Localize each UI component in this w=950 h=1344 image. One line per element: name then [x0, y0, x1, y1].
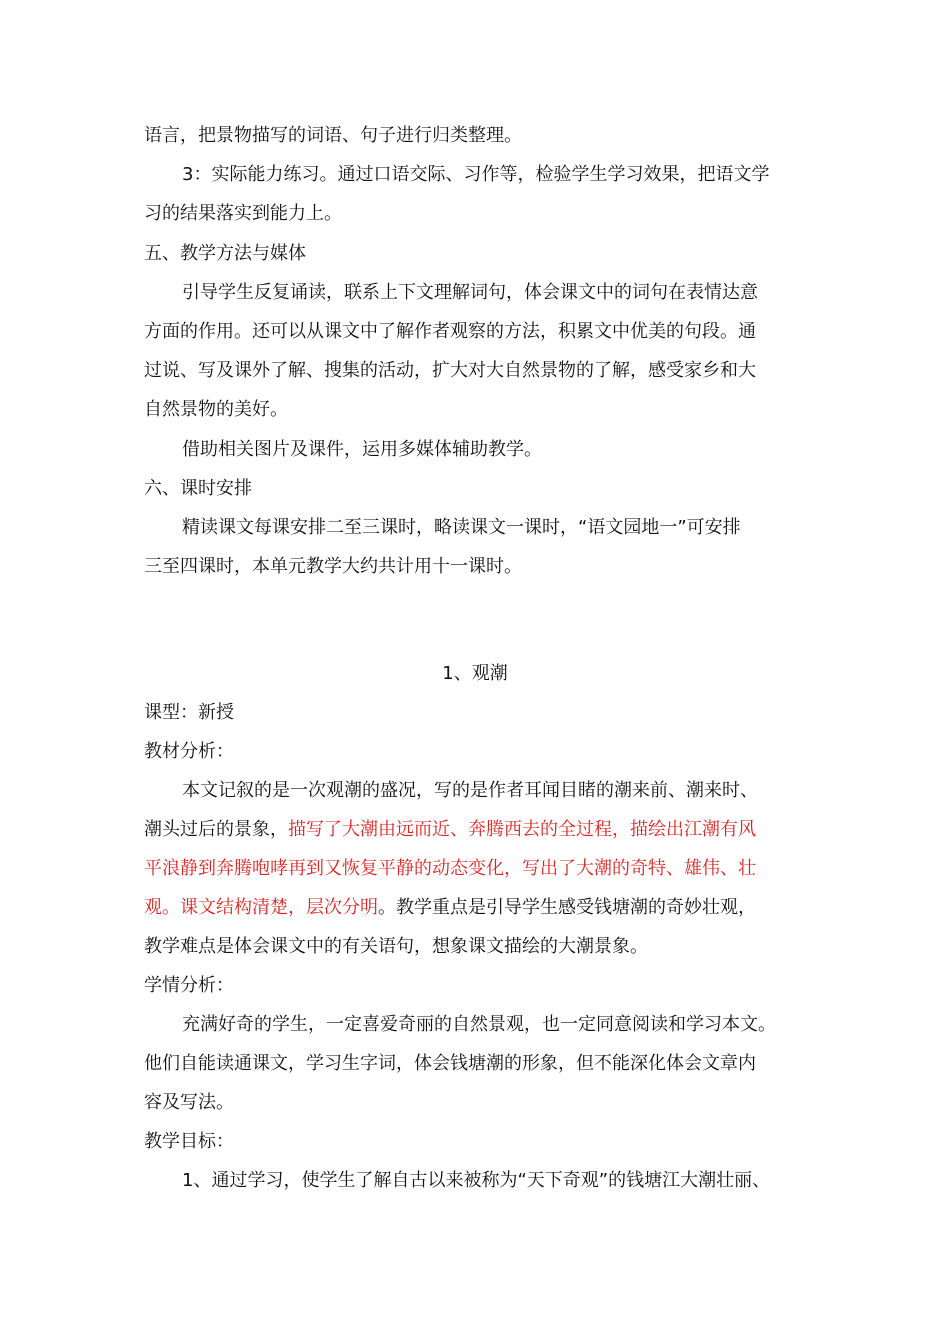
- text-line: 教学难点是体会课文中的有关语句，想象课文描绘的大潮景象。: [144, 936, 648, 957]
- text-line: 充满好奇的学生，一定喜爱奇丽的自然景观，也一定同意阅读和学习本文。: [182, 1014, 776, 1035]
- section-heading: 五、教学方法与媒体: [144, 243, 306, 264]
- text-line: 借助相关图片及课件，运用多媒体辅助教学。: [182, 439, 542, 460]
- highlighted-text: 平浪静到奔腾咆哮再到又恢复平静的动态变化，写出了大潮的奇特、雄伟、壮: [144, 858, 756, 879]
- lesson-title: 1、观潮: [442, 663, 508, 684]
- text-line: 方面的作用。还可以从课文中了解作者观察的方法，积累文中优美的句段。通: [144, 321, 756, 342]
- text-line: 引导学生反复诵读，联系上下文理解词句，体会课文中的词句在表情达意: [182, 282, 758, 303]
- text-line: 他们自能读通课文，学习生字词，体会钱塘潮的形象，但不能深化体会文章内: [144, 1053, 756, 1074]
- highlighted-text: 观。课文结构清楚，层次分明: [144, 897, 378, 918]
- text-line: 过说、写及课外了解、搜集的活动，扩大对大自然景物的了解，感受家乡和大: [144, 360, 756, 381]
- text-line: 1、通过学习，使学生了解自古以来被称为“天下奇观”的钱塘江大潮壮丽、: [182, 1170, 771, 1191]
- text-line: 自然景物的美好。: [144, 399, 288, 420]
- text-line: 语言，把景物描写的词语、句子进行归类整理。: [144, 125, 522, 146]
- text-line: 本文记叙的是一次观潮的盛况，写的是作者耳闻目睹的潮来前、潮来时、: [182, 780, 758, 801]
- section-heading: 教材分析：: [144, 741, 234, 762]
- section-heading: 六、课时安排: [144, 478, 252, 499]
- text-span: 潮头过后的景象，: [144, 819, 288, 840]
- text-line: [144, 818, 756, 842]
- text-line: 容及写法。: [144, 1092, 234, 1113]
- highlighted-text: 描写了大潮由远而近、奔腾西去的全过程，描绘出江潮有风: [288, 819, 756, 840]
- section-heading: 教学目标：: [144, 1131, 234, 1152]
- text-line: 精读课文每课安排二至三课时，略读课文一课时，“语文园地一”可安排: [182, 517, 741, 538]
- text-line: 三至四课时，本单元教学大约共计用十一课时。: [144, 556, 522, 577]
- text-line: [144, 896, 756, 920]
- text-line: 习的结果落实到能力上。: [144, 203, 342, 224]
- lesson-type: 课型：新授: [144, 702, 234, 723]
- section-heading: 学情分析：: [144, 975, 234, 996]
- text-line: 3：实际能力练习。通过口语交际、习作等，检验学生学习效果，把语文学: [182, 164, 770, 185]
- text-span: 。教学重点是引导学生感受钱塘潮的奇妙壮观，: [378, 897, 756, 918]
